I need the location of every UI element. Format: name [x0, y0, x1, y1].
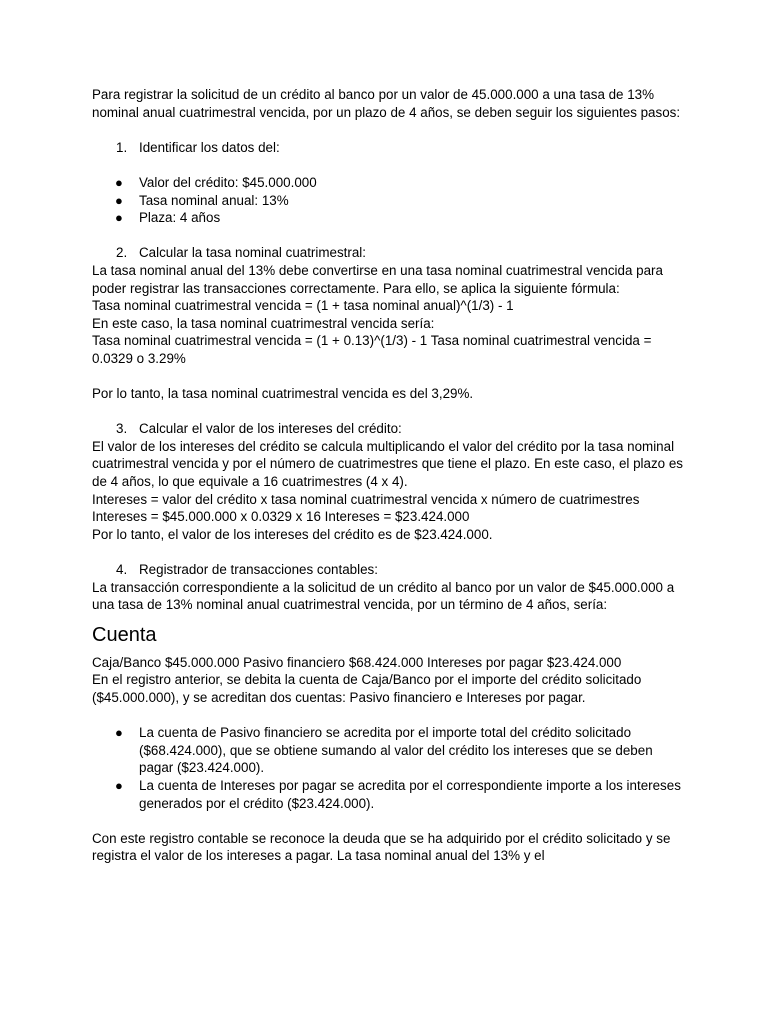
step-2-number: 2. — [116, 245, 128, 261]
step-2-heading — [92, 244, 684, 262]
intro-paragraph: Para registrar la solicitud de un crédito al banco por un valor de 45.000.000 a una tasa de 13% nominal anual cuatrimestral vencida, por un plazo de 4 años, se deben seguir los siguientes pasos: — [92, 87, 681, 120]
step-3-formula: Intereses = valor del crédito x tasa nominal cuatrimestral vencida x número de cuatrimestres — [92, 491, 640, 507]
list-item: ● Tasa nominal anual: 13% — [115, 192, 289, 208]
bullet-icon: ● — [115, 174, 123, 190]
step-2-title: Calcular la tasa nominal cuatrimestral: — [139, 245, 366, 261]
step-4-title: Registrador de transacciones contables: — [139, 562, 378, 578]
step-3-heading — [92, 420, 684, 438]
document-body — [92, 86, 684, 865]
step-4-number: 4. — [116, 562, 128, 578]
accounts-explanation: En el registro anterior, se debita la cuenta de Caja/Banco por el importe del crédito solicitado ($45.000.000), y se acreditan dos cuentas: Pasivo financiero e Intereses por pagar. — [92, 672, 642, 705]
step-4-paragraph: La transacción correspondiente a la solicitud de un crédito al banco por un valor de $45.000.000 a una tasa de 13% nominal anual cuatrimestral vencida, por un término de 4 años, sería: — [92, 579, 675, 613]
step-2-paragraph: La tasa nominal anual del 13% debe convertirse en una tasa nominal cuatrimestral vencida para poder registrar las transacciones correctamente. Para ello, se aplica la siguiente fórmula: — [92, 262, 663, 296]
step-3-number: 3. — [116, 421, 128, 437]
accounts-line: Caja/Banco $45.000.000 Pasivo financiero $68.424.000 Intereses por pagar $23.424.000 — [92, 654, 622, 670]
step-1-title: Identificar los datos del: — [139, 139, 280, 155]
step-3-title: Calcular el valor de los intereses del crédito: — [139, 421, 402, 437]
step-3-paragraph: El valor de los intereses del crédito se calcula multiplicando el valor del crédito por la tasa nominal cuatrimestral vencida y por el número de cuatrimestres que tiene el plazo. En este caso, el plazo es de 4 años, lo que equivale a 16 cuatrimestres (4 x 4). — [92, 438, 683, 490]
step-2-paragraph: En este caso, la tasa nominal cuatrimestral vencida sería: — [92, 315, 435, 331]
step-1-heading — [92, 139, 684, 157]
list-item: ● La cuenta de Intereses por pagar se acredita por el correspondiente importe a los intereses generados por el crédito ($23.424.000). — [115, 777, 681, 811]
step-3-conclusion: Por lo tanto, el valor de los intereses del crédito es de $23.424.000. — [92, 526, 493, 542]
step-3-result: Intereses = $45.000.000 x 0.0329 x 16 Intereses = $23.424.000 — [92, 509, 470, 525]
step-1-number: 1. — [116, 139, 128, 155]
section-heading: Cuenta — [92, 623, 157, 646]
step-2-result: Tasa nominal cuatrimestral vencida = (1 + 0.13)^(1/3) - 1 Tasa nominal cuatrimestral vencida = 0.0329 o 3.29% — [92, 333, 652, 366]
list-item: ● Plaza: 4 años — [115, 210, 221, 226]
step-2-formula: Tasa nominal cuatrimestral vencida = (1 + tasa nominal anual)^(1/3) - 1 — [92, 298, 514, 314]
list-item: ● Valor del crédito: $45.000.000 — [115, 174, 317, 190]
bullet-icon: ● — [115, 777, 123, 793]
bullet-icon: ● — [115, 210, 123, 226]
closing-paragraph: Con este registro contable se reconoce la deuda que se ha adquirido por el crédito solicitado y se registra el valor de los intereses a pagar. La tasa nominal anual del 13% y el — [92, 830, 671, 864]
bullet-icon: ● — [115, 192, 123, 208]
step-4-heading — [92, 561, 684, 579]
step-2-conclusion: Por lo tanto, la tasa nominal cuatrimestral vencida es del 3,29%. — [92, 386, 474, 402]
list-item: ● La cuenta de Pasivo financiero se acredita por el importe total del crédito solicitado ($68.424.000), que se obtiene sumando al valor del crédito los intereses que se deben pagar ($23.424.000). — [115, 725, 653, 776]
bullet-icon: ● — [115, 725, 123, 741]
